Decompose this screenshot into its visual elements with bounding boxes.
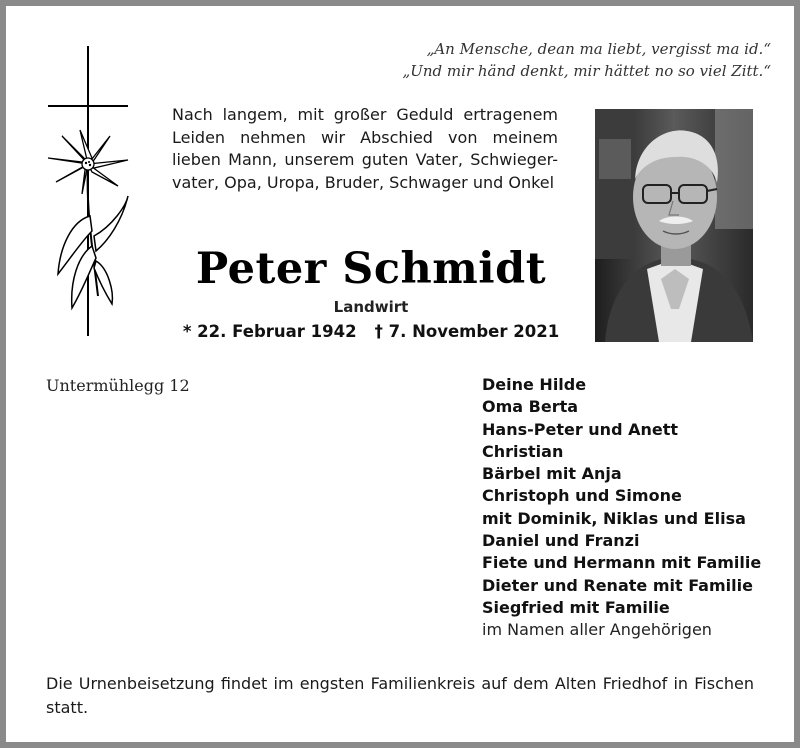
- life-dates: [166, 322, 576, 341]
- intro-text: Nach langem, mit großer Geduld ertragenem Leiden nehmen wir Abschied von meinem lieben Mann, unserem guten Vater, Schwieger-vater, Opa, Uropa, Bruder, Schwager und Onkel: [172, 105, 558, 192]
- portrait-photo: [595, 109, 753, 342]
- mourner-line: Dieter und Renate mit Familie: [482, 575, 753, 595]
- deceased-name: Peter Schmidt: [195, 244, 547, 294]
- mourners-list: [482, 374, 782, 642]
- deceased-profession: Landwirt: [333, 298, 409, 316]
- mourner-line: Christoph und Simone: [482, 486, 682, 506]
- mourner-line: Fiete und Hermann mit Familie: [482, 553, 762, 573]
- mourner-line: mit Dominik, Niklas und Elisa: [482, 508, 746, 528]
- mourner-line: Christian: [482, 441, 564, 461]
- mourner-line: Bärbel mit Anja: [482, 464, 622, 484]
- quote-line-2: „Und mir händ denkt, mir hättet no so viel Zitt.“: [402, 62, 771, 80]
- quote-line-1: „An Mensche, dean ma liebt, vergisst ma id.“: [426, 40, 771, 58]
- mourners-closing: im Namen aller Angehörigen: [482, 620, 712, 640]
- mourner-line: Daniel und Franzi: [482, 531, 640, 551]
- cross-with-edelweiss-icon: [42, 46, 138, 346]
- address: Untermühlegg 12: [46, 376, 190, 395]
- burial-notice: Die Urnenbeisetzung findet im engsten Familienkreis auf dem Alten Friedhof in Fischen statt.: [46, 674, 754, 717]
- death-date: † 7. November 2021: [374, 322, 560, 341]
- birth-date: * 22. Februar 1942: [182, 322, 357, 341]
- mourner-line: Siegfried mit Familie: [482, 597, 670, 617]
- mourner-line: Hans-Peter und Anett: [482, 419, 679, 439]
- mourner-line: Oma Berta: [482, 397, 579, 417]
- epigraph-quote: [391, 38, 771, 82]
- mourner-line: Deine Hilde: [482, 375, 587, 394]
- obituary-card: [6, 6, 794, 742]
